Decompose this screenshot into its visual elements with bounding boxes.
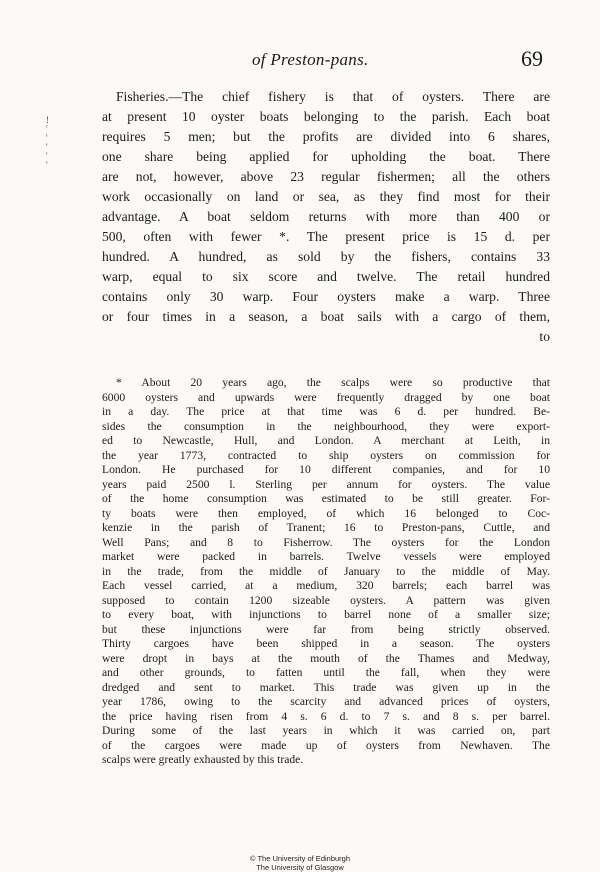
footnote-line: of the cargoes were made up of oysters from Newhaven. The	[102, 738, 550, 752]
body-line: work occasionally on land or sea, as they find most for their	[102, 189, 550, 204]
footnote-line: * About 20 years ago, the scalps were so productive that	[116, 376, 550, 389]
footnote-line: dredged and sent to market. This trade was given up in the	[102, 680, 550, 694]
body-line: one share being applied for upholding the boat. There	[102, 149, 550, 164]
footnote-line: During some of the last years in which it was carried on, part	[102, 724, 550, 737]
footnote-line: Each vessel carried, at a medium, 320 barrels; each barrel was	[102, 579, 550, 592]
running-title: of Preston-pans.	[252, 50, 369, 69]
footnote-line: the price having risen from 4 s. 6 d. to 7 s. and 8 s. per barrel.	[102, 709, 550, 723]
page-header	[0, 46, 600, 80]
body-line: are not, however, above 23 regular fishermen; all the others	[102, 169, 550, 184]
copyright-footer	[0, 854, 600, 872]
footnote-line: supposed to contain 1200 sizeable oysters. A pattern was given	[102, 593, 550, 607]
margin-marks: ! ' ' ' ' '	[46, 115, 49, 170]
footnote-line: the year 1773, contracted to ship oysters on commission for	[102, 448, 550, 462]
copyright-line-edinburgh: © The University of Edinburgh	[249, 854, 351, 863]
body-line: requires 5 men; but the profits are divided into 6 shares,	[102, 129, 550, 144]
body-line: Fisheries.—The chief fishery is that of oysters. There are	[116, 89, 550, 104]
footnote-line: scalps were greatly exhausted by this trade.	[102, 753, 304, 766]
footnote-line: Thirty cargoes have been shipped in a season. The oysters	[102, 637, 550, 650]
page-number: 69	[521, 46, 543, 71]
body-line: hundred. A hundred, as sold by the fishers, contains 33	[102, 249, 550, 264]
footnote-line: ty boats were then employed, of which 16 belonged to Coc-	[102, 506, 550, 520]
body-line: 500, often with fewer *. The present price is 15 d. per	[102, 229, 550, 244]
copyright-line-glasgow: The University of Glasgow	[256, 863, 344, 872]
body-line: warp, equal to six score and twelve. The retail hundred	[102, 269, 550, 284]
footnote-line: in the trade, from the middle of January to the middle of May.	[102, 564, 550, 578]
body-line: advantage. A boat seldom returns with more than 400 or	[102, 209, 550, 224]
footnote-line: to every boat, with injunctions to barrel none of a smaller size;	[102, 608, 550, 621]
body-line: or four times in a season, a boat sails with a cargo of them,	[102, 309, 550, 324]
footnote-line: were dropt in bays at the mouth of the Thames and Medway,	[102, 651, 550, 665]
footnote-line: Well Pans; and 8 to Fisherrow. The oysters for the London	[102, 535, 550, 549]
footnote-line: year 1786, owing to the scarcity and advanced prices of oysters,	[102, 695, 550, 708]
footnote-line: in a day. The price at that time was 6 d. per hundred. Be-	[102, 405, 550, 418]
footnote-line: years paid 2500 l. Sterling per annum for oysters. The value	[102, 477, 550, 491]
catchword: to	[539, 329, 550, 344]
footnote-line: and other grounds, to fatten until the fall, when they were	[102, 666, 550, 679]
footnote-line: London. He purchased for 10 different companies, and for 10	[102, 463, 550, 476]
body-line: at present 10 oyster boats belonging to the parish. Each boat	[102, 109, 550, 124]
footnote-line: market were packed in barrels. Twelve vessels were employed	[102, 550, 550, 563]
body-line: contains only 30 warp. Four oysters make a warp. Three	[102, 289, 550, 304]
footnote-line: of the home consumption was estimated to be still greater. For-	[102, 492, 550, 505]
footnote-line: ed to Newcastle, Hull, and London. A merchant at Leith, in	[102, 434, 550, 447]
footnote-line: 6000 oysters and upwards were frequently dragged by one boat	[102, 390, 550, 404]
footnote-line: sides the consumption in the neighbourhood, they were export-	[102, 419, 550, 433]
footnote-line: but these injunctions were far from being strictly observed.	[102, 622, 550, 636]
footnote-line: kenzie in the parish of Tranent; 16 to Preston-pans, Cuttle, and	[102, 521, 550, 534]
